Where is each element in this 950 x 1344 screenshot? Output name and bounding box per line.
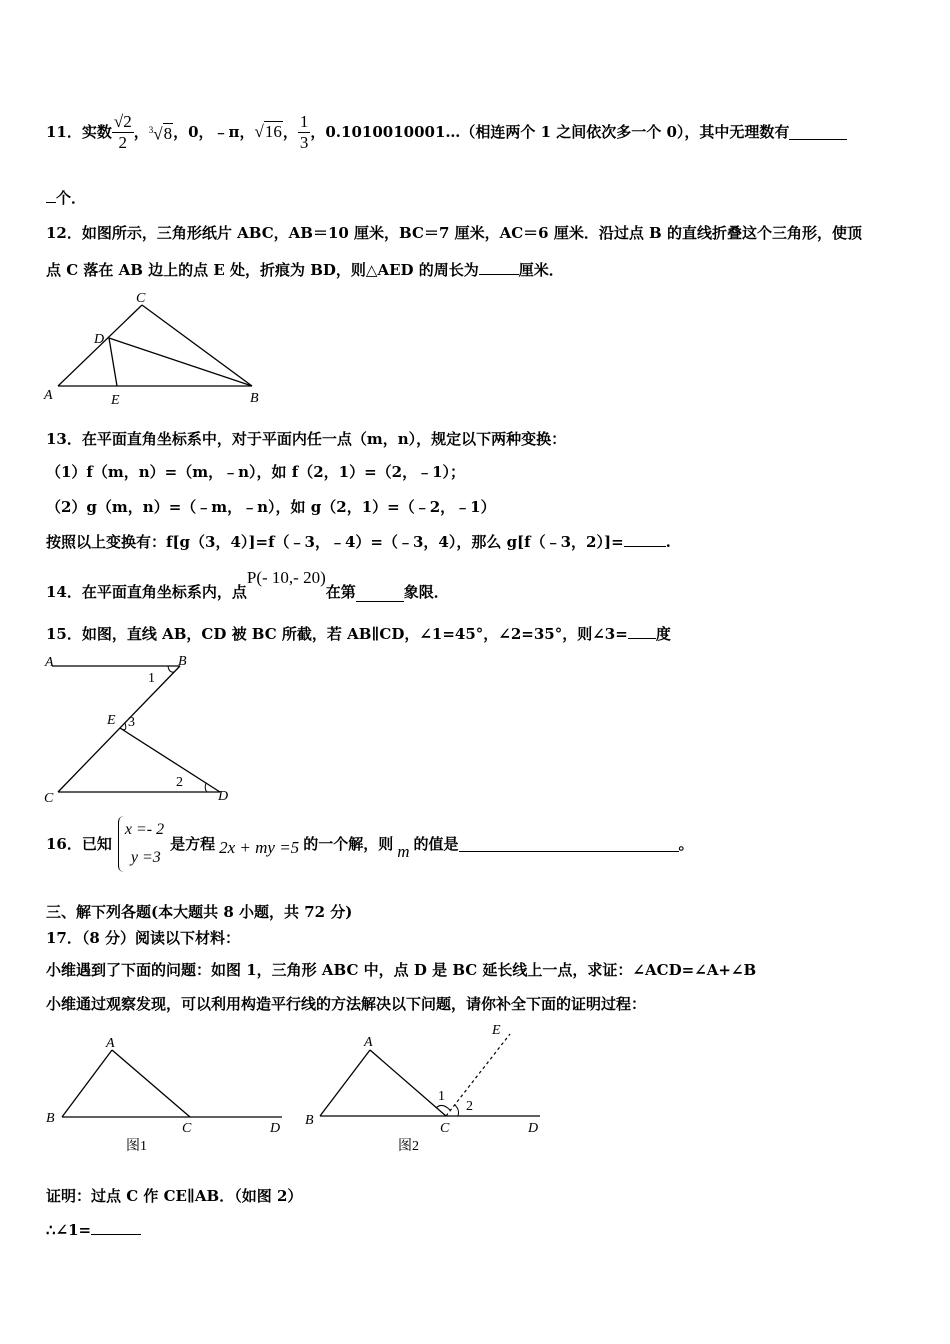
- answer-blank[interactable]: [91, 1220, 141, 1235]
- angle-1: 1: [438, 1089, 445, 1104]
- label-C: C: [44, 791, 54, 806]
- label-B: B: [46, 1111, 55, 1126]
- answer-blank[interactable]: [356, 587, 404, 602]
- q17-line1: 17．（8 分）阅读以下材料：: [46, 929, 241, 947]
- q13-line1: 13．在平面直角坐标系中，对于平面内任一点（m，n），规定以下两种变换：: [46, 430, 567, 448]
- answer-blank-cont[interactable]: [46, 188, 56, 203]
- answer-blank[interactable]: [479, 260, 519, 275]
- label-B: B: [178, 654, 187, 669]
- label-D: D: [94, 332, 105, 347]
- q13-line4: 按照以上变换有：f[g（3，4）]=f（﹣3，﹣4）=（﹣3，4），那么 g[f（﹣3，2）]= .: [46, 533, 671, 551]
- angle-3: 3: [128, 715, 135, 730]
- angle-2: 2: [176, 775, 183, 790]
- label-C: C: [182, 1121, 192, 1136]
- q15-parallel-lines-figure: [40, 650, 250, 810]
- label-E: E: [107, 713, 116, 728]
- answer-blank[interactable]: [459, 837, 679, 852]
- q17-line3: 小维通过观察发现，可以利用构造平行线的方法解决以下问题，请你补全下面的证明过程：: [46, 995, 647, 1013]
- label-E: E: [492, 1023, 501, 1038]
- label-A: A: [44, 388, 53, 403]
- label-A: A: [45, 655, 54, 670]
- label-D: D: [218, 789, 229, 804]
- fig1-caption: 图1: [126, 1139, 147, 1154]
- q13-line3: （2）g（m，n）=（﹣m，﹣n），如 g（2，1）=（﹣2，﹣1）: [46, 498, 496, 516]
- label-B: B: [250, 391, 259, 406]
- answer-blank[interactable]: [628, 624, 656, 639]
- cube-root-8: $^3$√8: [148, 124, 173, 144]
- answer-blank[interactable]: [789, 125, 847, 140]
- fig2-caption: 图2: [398, 1139, 419, 1154]
- section-heading: 三、解下列各题(本大题共 8 小题，共 72 分): [46, 903, 353, 921]
- q13-line2: （1）f（m，n）=（m，﹣n），如 f（2，1）=（2，﹣1）；: [46, 463, 466, 481]
- q17-proof1: 证明：过点 C 作 CE∥AB．（如图 2）: [46, 1187, 303, 1205]
- fraction-sqrt2-over-2: $\frac{√2}{2}$: [113, 111, 132, 152]
- equation: 2x + my =5: [219, 838, 300, 857]
- angle-1: 1: [148, 671, 155, 686]
- q14-line: 14．在平面直角坐标系内，点 P(- 10,- 20) 在第 象限．: [46, 568, 449, 601]
- label-A: A: [106, 1036, 115, 1051]
- label-C: C: [136, 291, 146, 306]
- label-D: D: [270, 1121, 281, 1136]
- q12-triangle-figure: [40, 285, 270, 410]
- angle-2: 2: [466, 1099, 473, 1114]
- fraction-1-over-3: $\frac{1}{3}$: [299, 111, 309, 152]
- answer-blank[interactable]: [624, 532, 666, 547]
- q12-line1: 12．如图所示，三角形纸片 ABC，AB＝10 厘米，BC＝7 厘米，AC＝6 厘米．沿过点 B 的直线折叠这个三角形，使顶: [46, 224, 862, 242]
- label-B: B: [305, 1113, 314, 1128]
- label-A: A: [364, 1035, 373, 1050]
- q17-figure2: [300, 1020, 550, 1160]
- equation-system: x =- 2 y =3: [118, 816, 164, 872]
- label-E: E: [111, 393, 120, 408]
- q11-line: 11．实数 $\frac{√2}{2}$ ， $^3$√8 ，0，﹣π， √16 ， $\frac{1}{3}$ ，0.1010010001…（相连两个 1 之间依次多一个 0），其中无理数有: [46, 106, 847, 158]
- label-C: C: [440, 1121, 450, 1136]
- q16-line: 16．已知 x =- 2 y =3 是方程 2x + my =5 的一个解，则 m 的值是 。: [46, 814, 694, 874]
- q17-proof2: ∴∠1=: [46, 1220, 141, 1240]
- q17-figure1: [40, 1030, 290, 1160]
- q17-line2: 小维遇到了下面的问题：如图 1，三角形 ABC 中，点 D 是 BC 延长线上一点，求证：∠ACD=∠A+∠B: [46, 961, 757, 979]
- q12-line2: 点 C 落在 AB 边上的点 E 处，折痕为 BD，则△AED 的周长为 厘米．: [46, 261, 564, 279]
- q11-continuation: 个．: [46, 188, 86, 208]
- label-D: D: [528, 1121, 539, 1136]
- sqrt-16: √16: [254, 122, 282, 141]
- variable-m: m: [397, 842, 410, 861]
- point-P: P(- 10,- 20): [246, 568, 326, 587]
- q15-line: 15．如图，直线 AB，CD 被 BC 所截，若 AB∥CD，∠1=45°，∠2=35°，则∠3= 度: [46, 625, 671, 643]
